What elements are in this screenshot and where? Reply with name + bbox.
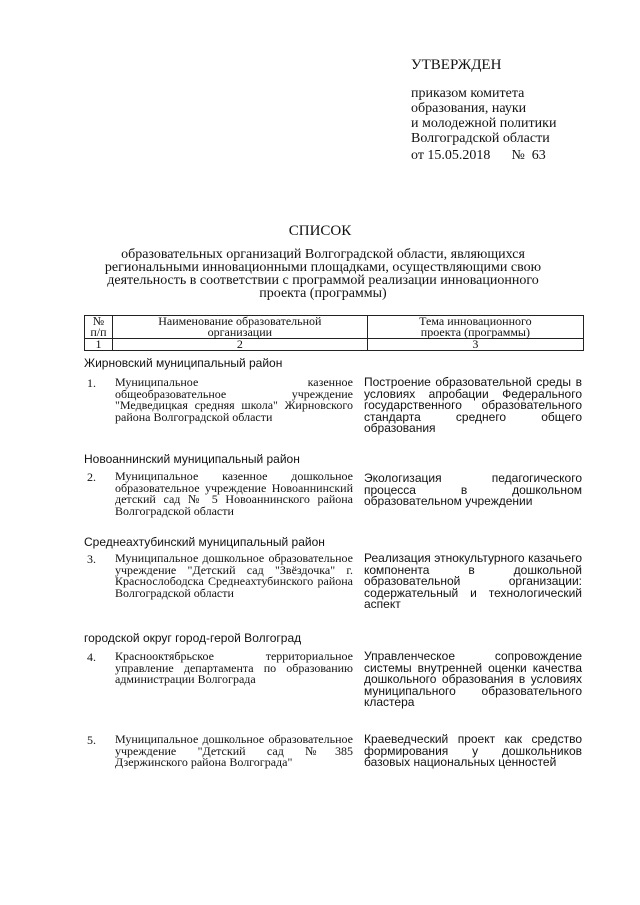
header-text: проекта (программы) <box>420 325 530 339</box>
district-heading: городской округ город-герой Волгоград <box>84 631 302 645</box>
column-number-cell: 3 <box>367 339 583 351</box>
entry-organization: Муниципальное казенное дошкольное образовательное учреждение Новоаннинский детский сад № 5 Новоаннинского района Волгоградской области <box>115 469 353 518</box>
entry-number: 2. <box>87 470 96 484</box>
column-number-cell: 2 <box>112 339 367 351</box>
entry-organization: Муниципальное дошкольное образовательное учреждение "Детский сад "Звёздочка" г. Краснослободска Среднеахтубинского района Волгоградской области <box>115 551 353 600</box>
approval-line: Волгоградской области <box>411 131 550 146</box>
district-heading: Новоаннинский муниципальный район <box>84 452 300 466</box>
list-table-header <box>84 315 584 351</box>
header-text: Наименование образовательной <box>158 314 322 328</box>
approved-heading: УТВЕРЖДЕН <box>411 57 502 73</box>
entry-topic: Краеведческий проект как средство формирования у дошкольников базовых национальных ценностей <box>364 732 582 769</box>
entry-number: 3. <box>87 552 96 566</box>
district-heading: Жирновский муниципальный район <box>84 356 283 370</box>
header-text: п/п <box>90 325 107 339</box>
approval-order-text <box>411 86 611 146</box>
header-text: Тема инновационного <box>419 314 532 328</box>
district-heading: Среднеахтубинский муниципальный район <box>84 535 325 549</box>
header-text: организации <box>207 325 273 339</box>
entry-number: 5. <box>87 733 96 747</box>
entry-topic: Построение образовательной среды в условиях апробации Федерального государственного образовательного стандарта среднего общего образования <box>364 375 582 435</box>
entry-organization: Краснооктябрьское территориальное управление департамента по образованию администрации Волгограда <box>115 649 353 686</box>
entry-topic: Экологизация педагогического процесса в дошкольном образовательном учреждении <box>364 471 582 508</box>
document-title: СПИСОК <box>288 223 352 239</box>
order-date-number <box>411 148 546 164</box>
order-number-label: № <box>511 148 525 163</box>
entry-number: 4. <box>87 650 96 664</box>
entry-organization: Муниципальное казенное общеобразовательное учреждение "Медведицкая средняя школа" Жирновского района Волгоградской области <box>115 375 353 424</box>
entry-number: 1. <box>87 376 96 390</box>
column-number-cell: 1 <box>85 339 113 351</box>
entry-topic: Управленческое сопровождение системы внутренней оценки качества дошкольного образования в условиях муниципального образовательного кластера <box>364 649 582 709</box>
approval-line: приказом комитета <box>411 86 525 101</box>
header-cell-topic <box>367 316 583 339</box>
approval-line: и молодежной политики <box>411 116 557 131</box>
order-number: 63 <box>531 148 546 163</box>
entry-topic: Реализация этнокультурного казачьего компонента в дошкольной образовательной организации: содержательный и технологический аспект <box>364 551 582 611</box>
entry-organization: Муниципальное дошкольное образовательное учреждение "Детский сад №385 Дзержинского района Волгограда" <box>115 732 353 769</box>
header-cell-number <box>85 316 113 339</box>
header-text: № <box>92 314 105 328</box>
approval-line: образования, науки <box>411 101 527 116</box>
header-cell-organization <box>112 316 367 339</box>
document-subtitle: образовательных организаций Волгоградской области, являющихся региональными инновационными площадками, осуществляющими свою деятельность в соответствии с программой реализации инновационного проекта (программы) <box>104 247 542 301</box>
order-date: от 15.05.2018 <box>411 148 491 163</box>
